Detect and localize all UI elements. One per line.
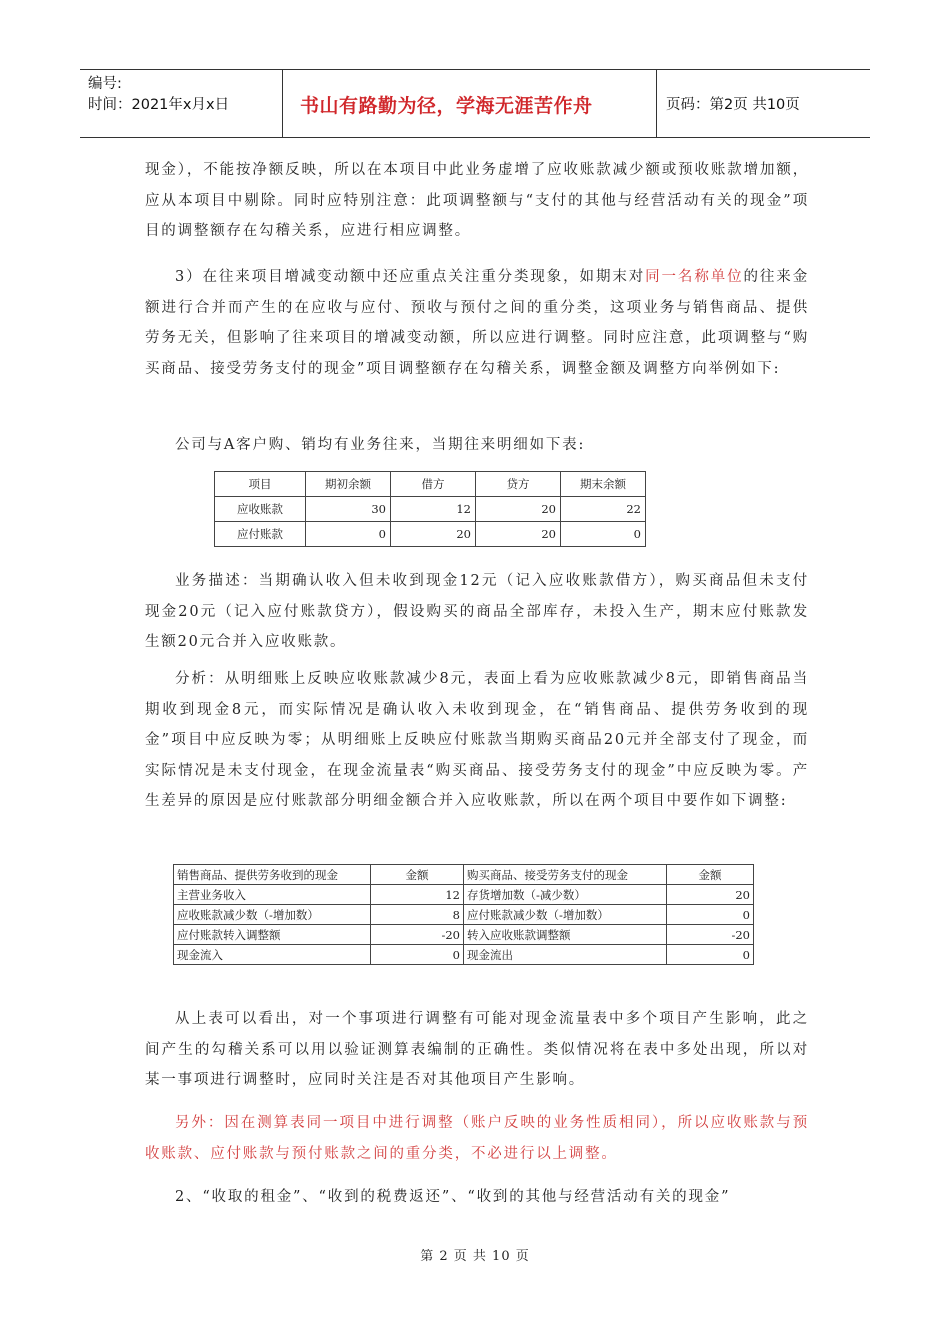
- table-cell: -20: [667, 925, 754, 945]
- table-cell: 应付账款减少数（-增加数）: [464, 905, 667, 925]
- header-divider: [282, 70, 283, 137]
- document-date-label: 时间：2021年x月x日: [88, 97, 230, 113]
- table-header-cell: 购买商品、接受劳务支付的现金: [464, 865, 667, 885]
- table-cell: 0: [371, 945, 464, 965]
- table-cell: 应付账款转入调整额: [174, 925, 371, 945]
- page-footer: 第 2 页 共 10 页: [420, 1249, 530, 1264]
- table-cell: 主营业务收入: [174, 885, 371, 905]
- table-cell: 存货增加数（-减少数）: [464, 885, 667, 905]
- paragraph-8-heading: 2、“收取的租金”、“收到的税费返还”、“收到的其他与经营活动有关的现金”: [175, 1189, 731, 1205]
- table-row: [174, 885, 754, 905]
- table-header-cell: 借方: [391, 472, 476, 497]
- table-cell: 应付账款: [215, 522, 306, 547]
- table-header-cell: 项目: [215, 472, 306, 497]
- table-cell: 12: [371, 885, 464, 905]
- table-cell: 30: [306, 497, 391, 522]
- table-row: [215, 522, 646, 547]
- paragraph-2: [145, 262, 809, 384]
- table-header-row: [215, 472, 646, 497]
- table-cell: -20: [371, 925, 464, 945]
- table-cell: 22: [561, 497, 646, 522]
- table-cell: 现金流出: [464, 945, 667, 965]
- table-cell: 应收账款减少数（-增加数）: [174, 905, 371, 925]
- header-motto: 书山有路勤为径，学海无涯苦作舟: [300, 95, 593, 117]
- table-cell: 20: [391, 522, 476, 547]
- table-cell: 0: [306, 522, 391, 547]
- table-header-cell: 期末余额: [561, 472, 646, 497]
- paragraph-3: 公司与A客户购、销均有业务往来，当期往来明细如下表:: [175, 437, 586, 453]
- document-number-label: 编号:: [88, 76, 122, 92]
- adjustment-table: [173, 864, 754, 965]
- table-cell: 0: [667, 945, 754, 965]
- paragraph-5: 分析：从明细账上反映应收账款减少8元，表面上看为应收账款减少8元，即销售商品当期收到现金8元，而实际情况是确认收入未收到现金，在“销售商品、提供劳务收到的现金”项目中应反映为零；从明细账上反映应付账款当期购买商品20元并全部支付了现金，而实际情况是未支付现金，在现金流量表“购买商品、接受劳务支付的现金”中应反映为零。产生差异的原因是应付账款部分明细金额合并入应收账款，所以在两个项目中要作如下调整:: [145, 671, 809, 810]
- paragraph-1: 现金），不能按净额反映，所以在本项目中此业务虚增了应收账款减少额或预收账款增加额，应从本项目中剔除。同时应特别注意：此项调整额与“支付的其他与经营活动有关的现金”项目的调整额存在勾稽关系，应进行相应调整。: [145, 162, 809, 240]
- highlight-same-name-unit: 同一名称单位: [645, 269, 744, 285]
- paragraph-7-note: 另外：因在测算表同一项目中进行调整（账户反映的业务性质相同），所以应收账款与预收账款、应付账款与预付账款之间的重分类，不必进行以上调整。: [145, 1115, 809, 1162]
- table-row: [174, 925, 754, 945]
- table-row: [215, 497, 646, 522]
- paragraph-2-part-a: 3）在往来项目增减变动额中还应重点关注重分类现象，如期末对: [175, 269, 646, 285]
- table-header-cell: 期初余额: [306, 472, 391, 497]
- page-header: [80, 69, 870, 138]
- table-cell: 0: [561, 522, 646, 547]
- header-meta: [88, 74, 278, 116]
- table-cell: 20: [667, 885, 754, 905]
- table-header-cell: 金额: [371, 865, 464, 885]
- table-cell: 20: [476, 497, 561, 522]
- table-header-row: [174, 865, 754, 885]
- paragraph-6: 从上表可以看出，对一个事项进行调整有可能对现金流量表中多个项目产生影响，此之间产生的勾稽关系可以用以验证测算表编制的正确性。类似情况将在表中多处出现，所以对某一事项进行调整时，应同时关注是否对其他项目产生影响。: [145, 1011, 809, 1089]
- paragraph-4: 业务描述：当期确认收入但未收到现金12元（记入应收账款借方），购买商品但未支付现金20元（记入应付账款贷方），假设购买的商品全部库存，未投入生产，期末应付账款发生额20元合并入应收账款。: [145, 573, 809, 651]
- header-divider: [656, 70, 657, 137]
- table-cell: 20: [476, 522, 561, 547]
- table-row: [174, 945, 754, 965]
- table-cell: 应收账款: [215, 497, 306, 522]
- table-row: [174, 905, 754, 925]
- header-page-number: 页码：第2页 共10页: [666, 97, 800, 113]
- table-header-cell: 销售商品、提供劳务收到的现金: [174, 865, 371, 885]
- table-cell: 0: [667, 905, 754, 925]
- ledger-detail-table: [214, 471, 646, 547]
- table-cell: 现金流入: [174, 945, 371, 965]
- paragraph-2-part-b: 的往来金额进行合并而产生的在应收与应付、预收与预付之间的重分类，这项业务与销售商品、提供劳务无关，但影响了往来项目的增减变动额，所以应进行调整。同时应注意，此项调整与“购买商品、接受劳务支付的现金”项目调整额存在勾稽关系，调整金额及调整方向举例如下:: [145, 269, 809, 377]
- table-cell: 8: [371, 905, 464, 925]
- table-header-cell: 贷方: [476, 472, 561, 497]
- table-header-cell: 金额: [667, 865, 754, 885]
- table-cell: 转入应收账款调整额: [464, 925, 667, 945]
- table-cell: 12: [391, 497, 476, 522]
